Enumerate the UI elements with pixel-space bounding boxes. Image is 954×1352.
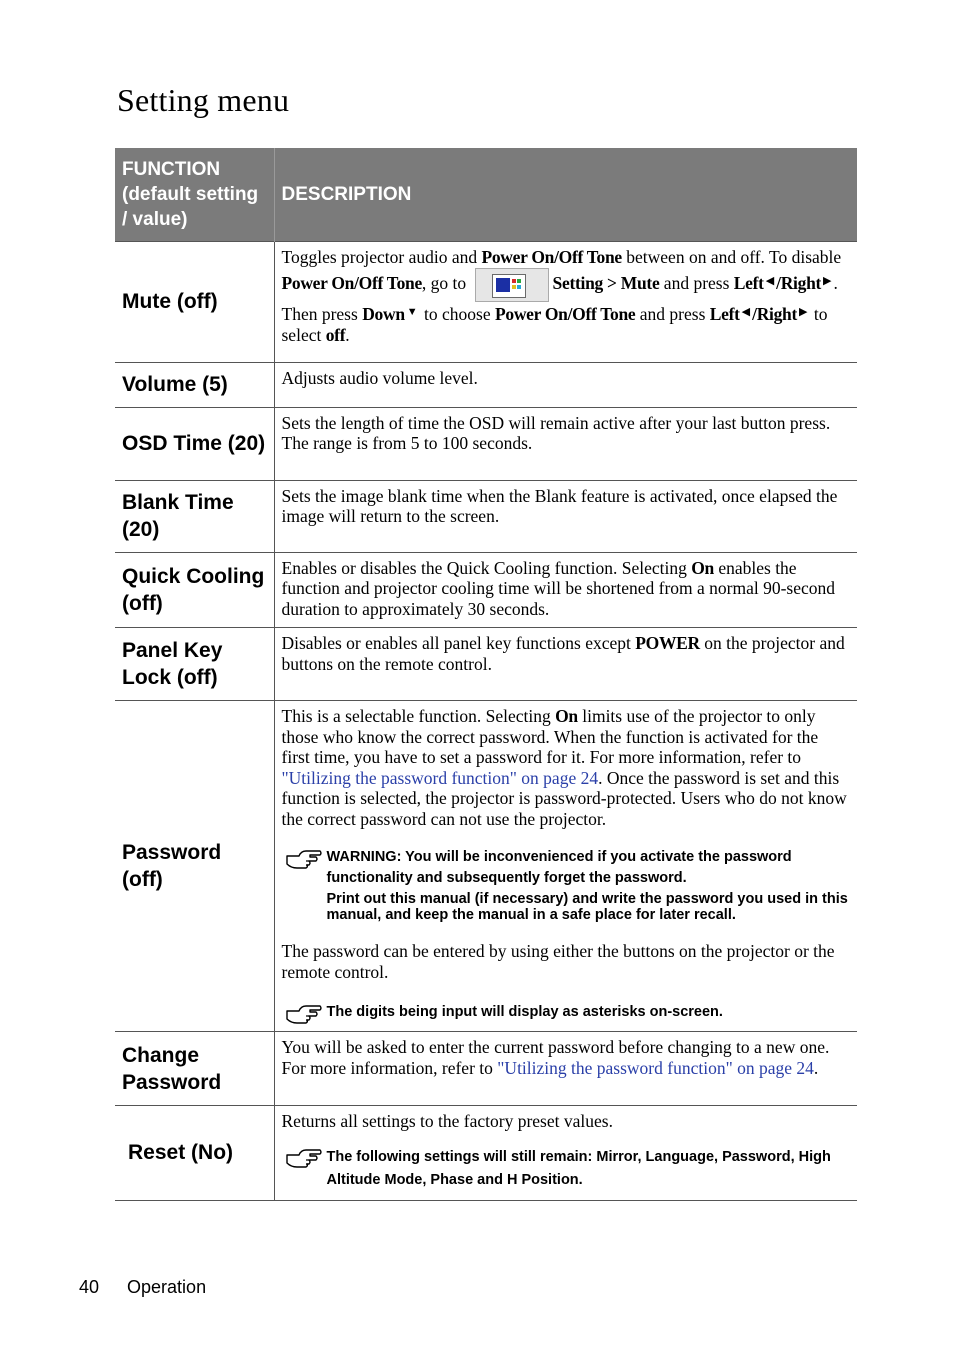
page-title: Setting menu bbox=[117, 82, 290, 118]
header-function: FUNCTION (default setting / value) bbox=[115, 148, 274, 241]
function-name: Change Password bbox=[115, 1032, 274, 1106]
page-number: 40 bbox=[79, 1277, 100, 1297]
function-name: Mute (off) bbox=[115, 241, 274, 362]
left-arrow-icon: ◀ bbox=[765, 274, 775, 287]
table-row bbox=[115, 407, 857, 480]
info-note: The following settings will still remain: Mirror, Language, Password, High Altitude Mode, Phase and H Position. bbox=[282, 1146, 850, 1192]
table-row bbox=[115, 701, 857, 1032]
table-row bbox=[115, 1106, 857, 1201]
function-name: Password (off) bbox=[115, 701, 274, 1032]
info-note: The digits being input will display as asterisks on-screen. bbox=[282, 1002, 850, 1023]
function-name: Panel Key Lock (off) bbox=[115, 628, 274, 701]
table-row bbox=[115, 628, 857, 701]
function-description: Toggles projector audio and Power On/Off Tone between on and off. To disable Power On/Off Tone, go to Setting > Mute and press Left ◀ /Right ▶ . Then press Down ▼ to choose Power On/Off Tone and press Left ◀ /Right ▶ to select off. bbox=[274, 241, 857, 362]
function-description: Adjusts audio volume level. bbox=[274, 362, 857, 407]
function-description: Returns all settings to the factory preset values. The following settings will still remain: Mirror, Language, Password, High Altitude Mode, Phase and H Position. bbox=[274, 1106, 857, 1201]
function-description: This is a selectable function. Selecting On limits use of the projector to only those who know the correct password. When the function is activated for the first time, you have to set a password for it. For more information, refer to "Utilizing the password function" on page 24. Once the password is set and this function is selected, the projector is password-protected. Users who do not know the correct password can not use the projector. WARNING: You will be inconvenienced if you activate the password functionality and subsequently forget the password. Print out this manual (if necessary) and write the password you used in this manual, and keep the manual in a safe place for later recall. The password can be entered by using either the buttons on the projector or the remote control. The digits being input will display as asterisks on-screen. bbox=[274, 701, 857, 1032]
pointing-hand-icon bbox=[285, 847, 323, 869]
function-description: Sets the length of time the OSD will remain active after your last button press. The range is from 5 to 100 seconds. bbox=[274, 407, 857, 480]
pointing-hand-icon bbox=[285, 1002, 323, 1024]
table-row bbox=[115, 1032, 857, 1106]
function-description: Disables or enables all panel key functions except POWER on the projector and buttons on the remote control. bbox=[274, 628, 857, 701]
password-function-link[interactable]: "Utilizing the password function" on page 24 bbox=[497, 1057, 814, 1078]
table-row bbox=[115, 241, 857, 362]
table-row bbox=[115, 480, 857, 552]
table-row bbox=[115, 552, 857, 628]
warning-note: WARNING: You will be inconvenienced if you activate the password functionality and subsequently forget the password. Print out this manual (if necessary) and write the password you used in this manual, and keep the manual in a safe place for later recall. bbox=[282, 847, 850, 923]
function-name: Volume (5) bbox=[115, 362, 274, 407]
right-arrow-icon: ▶ bbox=[823, 274, 832, 287]
down-arrow-icon: ▼ bbox=[406, 305, 418, 318]
function-name: Quick Cooling (off) bbox=[115, 552, 274, 628]
function-name: OSD Time (20) bbox=[115, 407, 274, 480]
header-description: DESCRIPTION bbox=[274, 148, 857, 241]
function-description: Sets the image blank time when the Blank feature is activated, once elapsed the image will return to the screen. bbox=[274, 480, 857, 552]
function-description: Enables or disables the Quick Cooling function. Selecting On enables the function and projector cooling time will be shortened from a normal 90-second duration to approximately 30 seconds. bbox=[274, 552, 857, 628]
table-row bbox=[115, 362, 857, 407]
pointing-hand-icon bbox=[285, 1146, 323, 1168]
section-name: Operation bbox=[127, 1277, 207, 1297]
settings-table bbox=[115, 148, 857, 1201]
function-name: Reset (No) bbox=[115, 1106, 274, 1201]
left-arrow-icon: ◀ bbox=[741, 305, 751, 318]
function-name: Blank Time (20) bbox=[115, 480, 274, 552]
function-description: You will be asked to enter the current password before changing to a new one. For more information, refer to "Utilizing the password function" on page 24. bbox=[274, 1032, 857, 1106]
page-footer bbox=[79, 1277, 206, 1298]
right-arrow-icon: ▶ bbox=[799, 305, 808, 318]
setting-menu-icon bbox=[475, 268, 549, 302]
password-function-link[interactable]: "Utilizing the password function" on page 24 bbox=[281, 767, 599, 788]
